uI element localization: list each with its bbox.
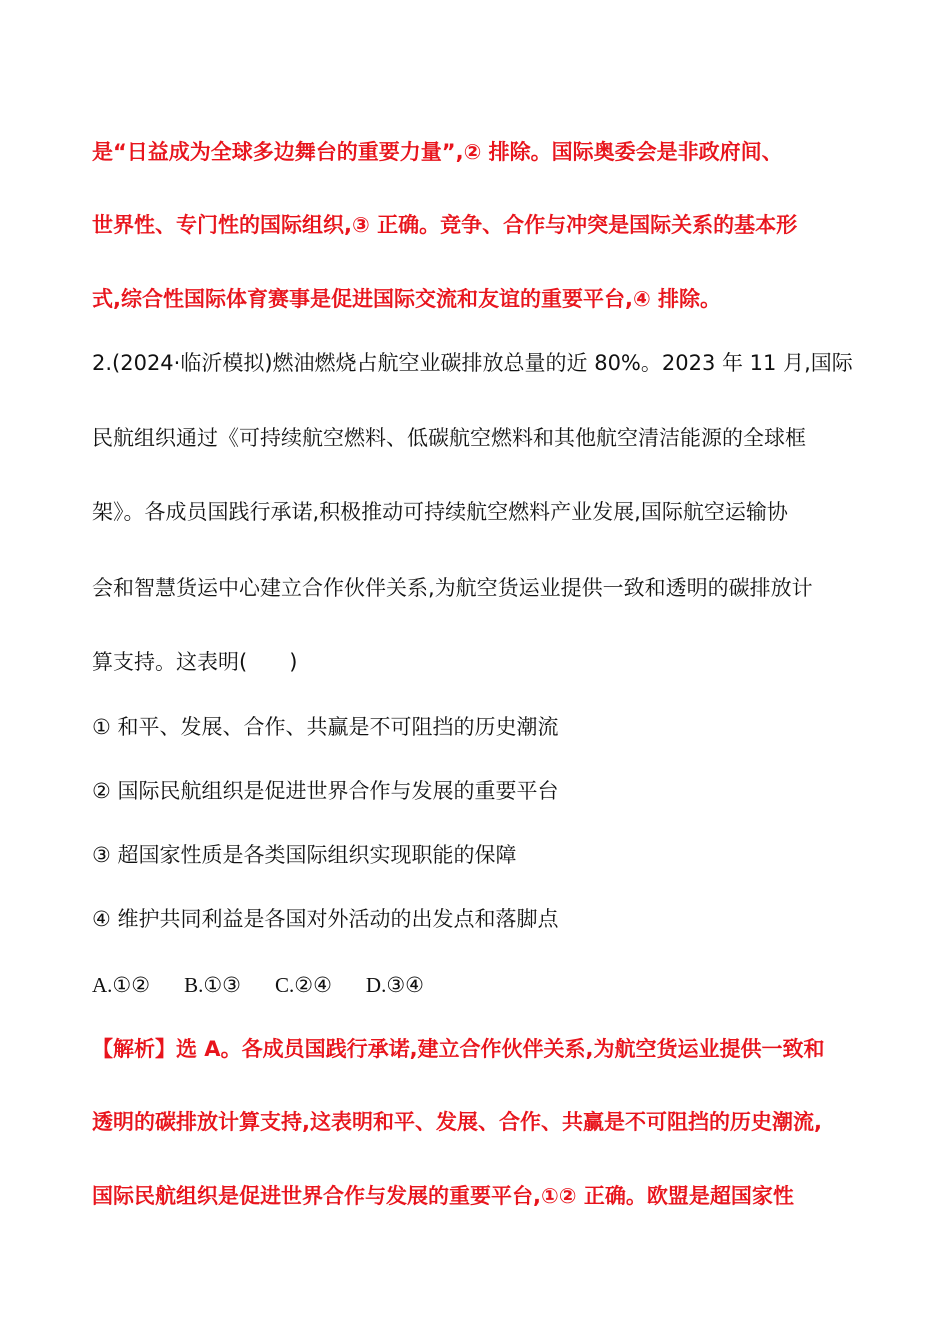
- analysis-tag: 【解析】: [92, 1037, 176, 1061]
- option-a: A.①②: [92, 973, 151, 997]
- prev-analysis-line-1: 是“日益成为全球多边舞台的重要力量”,② 排除。国际奥委会是非政府间、: [92, 140, 783, 164]
- statement-3: ③ 超国家性质是各类国际组织实现职能的保障: [92, 843, 517, 867]
- question-stem-line-5: 算支持。这表明( ): [92, 650, 298, 674]
- analysis-line-2: 透明的碳排放计算支持,这表明和平、发展、合作、共赢是不可阻挡的历史潮流,: [92, 1110, 822, 1134]
- prev-analysis-line-2: 世界性、专门性的国际组织,③ 正确。竞争、合作与冲突是国际关系的基本形: [92, 213, 798, 237]
- analysis-line-1: [92, 1035, 872, 1063]
- question-stem-line-4: 会和智慧货运中心建立合作伙伴关系,为航空货运业提供一致和透明的碳排放计: [92, 576, 813, 600]
- analysis-text-1: 选 A。各成员国践行承诺,建立合作伙伴关系,为航空货运业提供一致和: [176, 1037, 825, 1061]
- question-stem-line-1: 2.(2024·临沂模拟)燃油燃烧占航空业碳排放总量的近 80%。2023 年 11 月,国际: [92, 351, 853, 375]
- analysis-line-3: 国际民航组织是促进世界合作与发展的重要平台,①② 正确。欧盟是超国家性: [92, 1184, 794, 1208]
- option-d: D.③④: [365, 973, 424, 997]
- statement-2: ② 国际民航组织是促进世界合作与发展的重要平台: [92, 779, 559, 803]
- option-b: B.①③: [184, 973, 241, 997]
- statement-4: ④ 维护共同利益是各国对外活动的出发点和落脚点: [92, 907, 559, 931]
- statement-1: ① 和平、发展、合作、共赢是不可阻挡的历史潮流: [92, 715, 559, 739]
- prev-analysis-line-3: 式,综合性国际体育赛事是促进国际交流和友谊的重要平台,④ 排除。: [92, 287, 722, 311]
- answer-options: [92, 971, 872, 999]
- option-c: C.②④: [275, 973, 332, 997]
- question-stem-line-3: 架》。各成员国践行承诺,积极推动可持续航空燃料产业发展,国际航空运输协: [92, 500, 788, 524]
- question-stem-line-2: 民航组织通过《可持续航空燃料、低碳航空燃料和其他航空清洁能源的全球框: [92, 426, 806, 450]
